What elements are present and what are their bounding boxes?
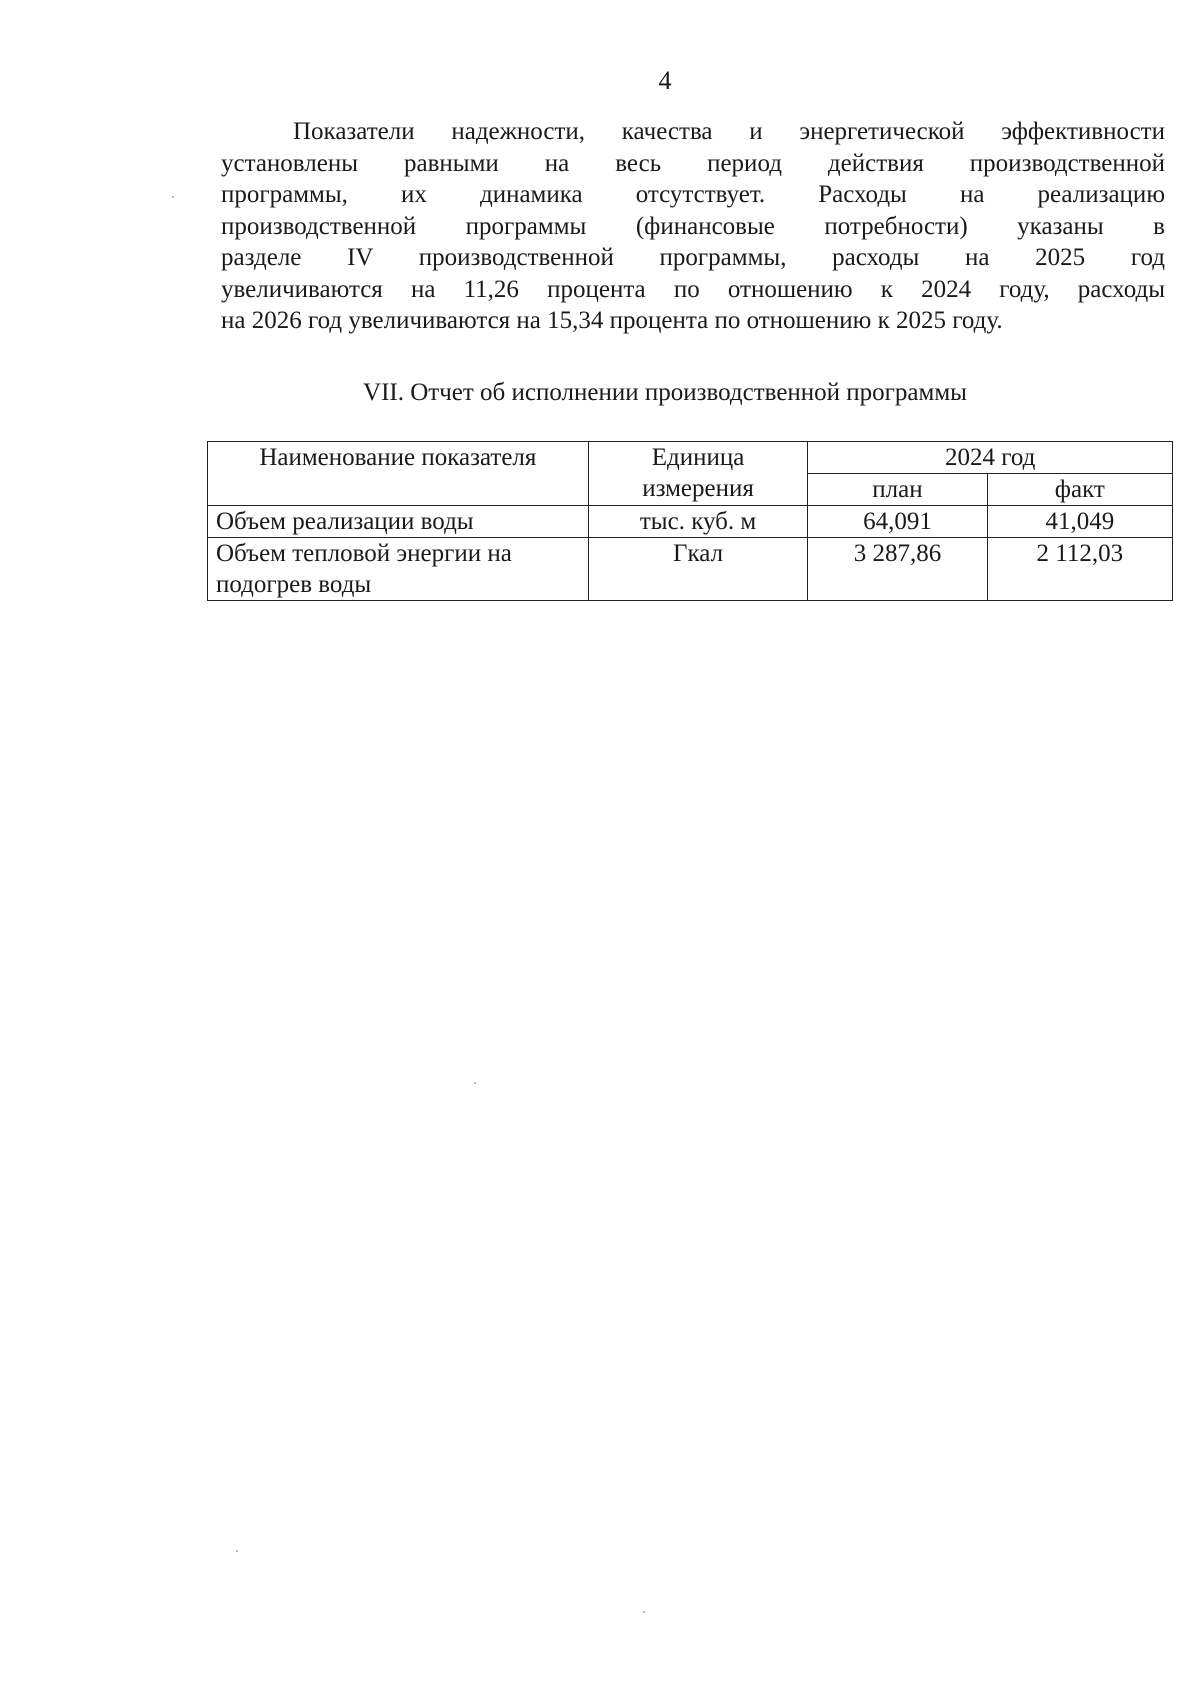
header-year: 2024 год: [808, 442, 1173, 474]
paragraph-line: установлены равными на весь период действия производственной: [221, 149, 1165, 177]
row-unit: тыс. куб. м: [588, 506, 808, 538]
row-plan-value: 64,091: [808, 506, 987, 538]
row-unit: Гкал: [588, 538, 808, 601]
row-plan-value: 3 287,86: [808, 538, 987, 601]
table-header-row: [208, 442, 1173, 474]
page-number: 4: [658, 66, 672, 95]
header-unit: Единица измерения: [588, 442, 808, 506]
report-table: [207, 441, 1173, 601]
section-heading: VII. Отчет об исполнении производственной программы: [363, 379, 967, 406]
paragraph-line: разделе IV производственной программы, расходы на 2025 год: [221, 244, 1165, 271]
row-fact-value: 2 112,03: [987, 538, 1172, 601]
paragraph-line: программы, их динамика отсутствует. Расходы на реализацию: [221, 181, 1165, 208]
paragraph-line: на 2026 год увеличиваются на 15,34 процента по отношению к 2025 году.: [221, 307, 1003, 334]
paragraph-line: увеличиваются на 11,26 процента по отношению к 2024 году, расходы: [221, 275, 1165, 303]
paragraph-line: Показатели надежности, качества и энергетической эффективности: [293, 118, 1165, 145]
table-row: [208, 538, 1173, 601]
scan-speck: [474, 1082, 476, 1084]
row-indicator-name: Объем реализации воды: [208, 506, 589, 538]
scan-speck: [236, 1550, 238, 1552]
body-paragraph: [221, 116, 1165, 337]
scan-speck: [643, 1611, 645, 1613]
row-fact-value: 41,049: [987, 506, 1172, 538]
row-indicator-name: Объем тепловой энергии на подогрев воды: [208, 538, 589, 601]
header-fact: факт: [987, 474, 1172, 506]
paragraph-line: производственной программы (финансовые потребности) указаны в: [221, 212, 1165, 240]
header-indicator-name: Наименование показателя: [208, 442, 589, 506]
header-plan: план: [808, 474, 987, 506]
scan-speck: [172, 196, 174, 198]
table-row: [208, 506, 1173, 538]
